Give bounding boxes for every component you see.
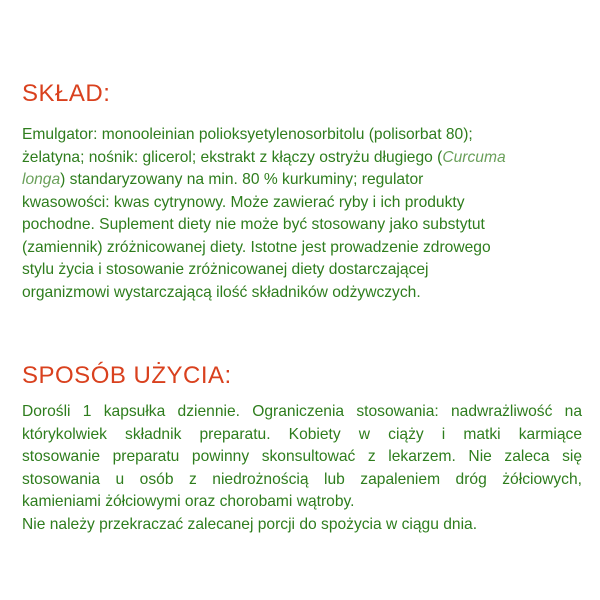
composition-line-3	[22, 169, 570, 192]
usage-heading: SPOSÓB UŻYCIA:	[22, 362, 232, 389]
usage-line-5: kamieniami żółciowymi oraz chorobami wątroby.	[22, 493, 355, 510]
usage-text	[22, 401, 582, 536]
composition-line-7: stylu życia i stosowanie zróżnicowanej diety dostarczającej	[22, 261, 429, 278]
latin-name-curcuma: Curcuma	[442, 148, 506, 166]
usage-line-3: stosowanie preparatu powinny skonsultować z lekarzem. Nie zaleca się	[22, 448, 582, 465]
composition-line-2	[22, 147, 570, 170]
composition-line-2-text: żelatyna; nośnik: glicerol; ekstrakt z kłączy ostryżu długiego (	[22, 148, 443, 166]
usage-line-4: stosowania u osób z niedrożnością lub zapaleniem dróg żółciowych,	[22, 470, 582, 488]
usage-line-2: którykolwiek składnik preparatu. Kobiety w ciąży i matki karmiące	[22, 425, 582, 443]
usage-line-1: Dorośli 1 kapsułka dziennie. Ograniczenia stosowania: nadwrażliwość na	[22, 403, 582, 420]
composition-line-6: (zamiennik) zróżnicowanej diety. Istotne jest prowadzenie zdrowego	[22, 238, 491, 256]
composition-line-8: organizmowi wystarczającą ilość składników odżywczych.	[22, 283, 421, 301]
composition-line-5: pochodne. Suplement diety nie może być stosowany jako substytut	[22, 216, 485, 233]
composition-line-4: kwasowości: kwas cytrynowy. Może zawierać ryby i ich produkty	[22, 193, 465, 211]
composition-text	[22, 124, 570, 304]
latin-name-longa: longa	[22, 171, 61, 188]
usage-line-6: Nie należy przekraczać zalecanej porcji do spożycia w ciągu dnia.	[22, 515, 478, 533]
composition-line-1: Emulgator: monooleinian polioksyetylenosorbitolu (polisorbat 80);	[22, 126, 473, 143]
composition-heading: SKŁAD:	[22, 80, 111, 107]
composition-line-3-text: ) standaryzowany na min. 80 % kurkuminy; regulator	[60, 171, 424, 188]
